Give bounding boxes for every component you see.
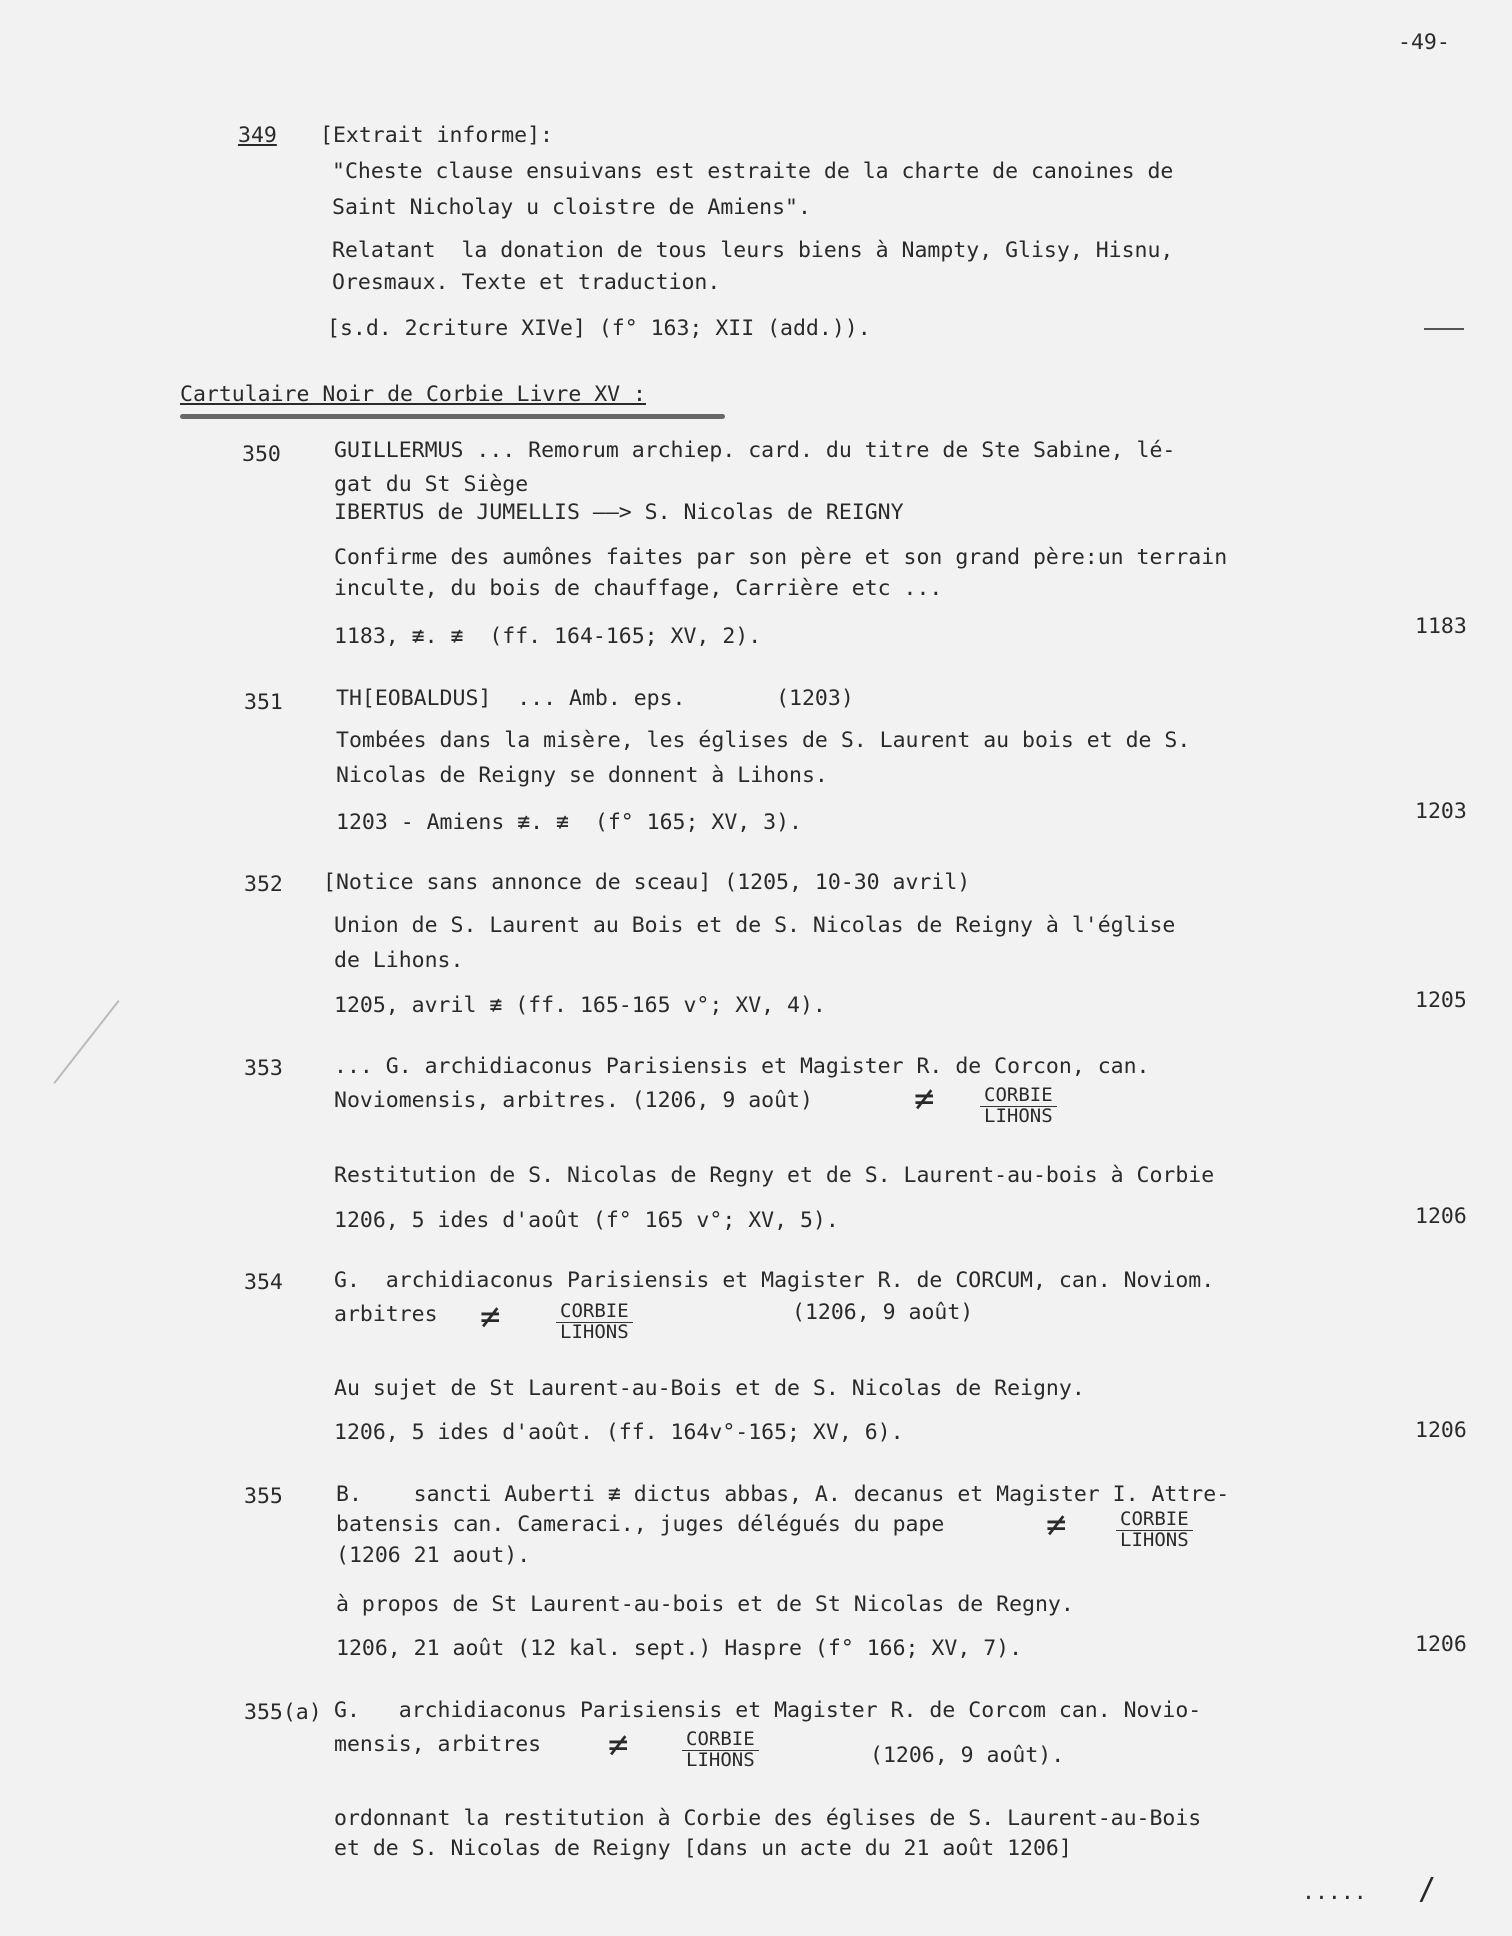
entry-354-line-2: arbitres <box>334 1302 438 1327</box>
entry-349-line-5: Oresmaux. Texte et traduction. <box>332 270 721 295</box>
corbie-lihons-355 <box>1116 1510 1193 1551</box>
margin-date-353: 1206 <box>1415 1204 1467 1229</box>
not-equal-mark-355: ≠ <box>1046 1505 1067 1545</box>
margin-date-355: 1206 <box>1415 1632 1467 1657</box>
margin-date-351: 1203 <box>1415 799 1467 824</box>
entry-number-350: 350 <box>242 442 281 467</box>
entry-350-line-1: GUILLERMUS ... Remorum archiep. card. du titre de Ste Sabine, lé- <box>334 438 1176 463</box>
frac-bottom-355: LIHONS <box>1120 1528 1189 1551</box>
entry-349-line-6: [s.d. 2criture XIVe] (f° 163; XII (add.)). <box>327 316 871 341</box>
page-number: -49- <box>1398 30 1450 55</box>
entry-number-349: 349 <box>238 123 277 148</box>
entry-number-355: 355 <box>244 1484 283 1509</box>
margin-date-350: 1183 <box>1415 614 1467 639</box>
entry-353-line-2: Noviomensis, arbitres. (1206, 9 août) <box>334 1088 813 1113</box>
corbie-lihons-355a <box>682 1730 759 1771</box>
entry-350-line-2: gat du St Siège <box>334 472 529 497</box>
entry-355-line-2: batensis can. Cameraci., juges délégués du pape <box>336 1512 945 1537</box>
entry-352-line-1: [Notice sans annonce de sceau] (1205, 10-30 avril) <box>323 870 971 895</box>
frac-top-355: CORBIE <box>1116 1510 1193 1531</box>
entry-number-353: 353 <box>244 1056 283 1081</box>
entry-353-line-3: Restitution de S. Nicolas de Regny et de S. Laurent-au-bois à Corbie <box>334 1163 1215 1188</box>
margin-slash: / <box>1418 1872 1437 1907</box>
entry-number-351: 351 <box>244 690 283 715</box>
margin-date-352: 1205 <box>1415 988 1467 1013</box>
stray-pencil-line <box>53 1000 119 1084</box>
entry-351-line-1: TH[EOBALDUS] ... Amb. eps. (1203) <box>336 686 854 711</box>
entry-353-line-4: 1206, 5 ides d'août (f° 165 v°; XV, 5). <box>334 1208 839 1233</box>
frac-bottom-355a: LIHONS <box>686 1748 755 1771</box>
entry-352-line-3: de Lihons. <box>334 948 464 973</box>
entry-349-line-2: "Cheste clause ensuivans est estraite de la charte de canoines de <box>332 159 1174 184</box>
entry-number-354: 354 <box>244 1270 283 1295</box>
entry-349-line-4: Relatant la donation de tous leurs biens à Nampty, Glisy, Hisnu, <box>332 238 1174 263</box>
entry-350-line-5: inculte, du bois de chauffage, Carrière etc ... <box>334 576 943 601</box>
entry-351-line-4: 1203 - Amiens ≢. ≢ (f° 165; XV, 3). <box>336 810 802 835</box>
entry-354-line-1: G. archidiaconus Parisiensis et Magister R. de CORCUM, can. Noviom. <box>334 1268 1215 1293</box>
entry-350-line-6: 1183, ≢. ≢ (ff. 164-165; XV, 2). <box>334 624 762 649</box>
frac-top-353: CORBIE <box>980 1086 1057 1107</box>
corbie-lihons-354 <box>556 1302 633 1343</box>
entry-355-line-3: (1206 21 aout). <box>336 1543 531 1568</box>
entry-352-line-4: 1205, avril ≢ (ff. 165-165 v°; XV, 4). <box>334 993 826 1018</box>
section-heading: Cartulaire Noir de Corbie Livre XV : <box>180 382 646 407</box>
entry-number-355a: 355(a) <box>244 1700 322 1725</box>
entry-354-line-3: Au sujet de St Laurent-au-Bois et de S. Nicolas de Reigny. <box>334 1376 1085 1401</box>
entry-351-line-3: Nicolas de Reigny se donnent à Lihons. <box>336 763 828 788</box>
entry-355a-line-4: et de S. Nicolas de Reigny [dans un acte du 21 août 1206] <box>334 1836 1072 1861</box>
not-equal-mark-355a: ≠ <box>608 1725 629 1765</box>
entry-350-line-3: IBERTUS de JUMELLIS ——> S. Nicolas de REIGNY <box>334 500 904 525</box>
entry-350-line-4: Confirme des aumônes faites par son père et son grand père:un terrain <box>334 545 1228 570</box>
heading-underline <box>180 414 725 419</box>
corbie-lihons-353 <box>980 1086 1057 1127</box>
entry-353-line-1: ... G. archidiaconus Parisiensis et Magister R. de Corcon, can. <box>334 1054 1150 1079</box>
entry-349-line-3: Saint Nicholay u cloistre de Amiens". <box>332 195 811 220</box>
entry-355a-line-3: ordonnant la restitution à Corbie des églises de S. Laurent-au-Bois <box>334 1806 1202 1831</box>
entry-349-line-1: [Extrait informe]: <box>320 123 553 148</box>
entry-355-line-4: à propos de St Laurent-au-bois et de St Nicolas de Regny. <box>336 1592 1074 1617</box>
not-equal-mark-353: ≠ <box>914 1079 935 1119</box>
entry-355a-date-paren: (1206, 9 août). <box>870 1743 1065 1768</box>
continuation-dots: ..... <box>1302 1880 1367 1905</box>
margin-date-354: 1206 <box>1415 1418 1467 1443</box>
entry-355-line-1: B. sancti Auberti ≢ dictus abbas, A. decanus et Magister I. Attre- <box>336 1482 1230 1507</box>
entry-352-line-2: Union de S. Laurent au Bois et de S. Nicolas de Reigny à l'église <box>334 913 1176 938</box>
margin-dash <box>1424 328 1464 330</box>
entry-355a-line-1: G. archidiaconus Parisiensis et Magister R. de Corcom can. Novio- <box>334 1698 1202 1723</box>
entry-351-line-2: Tombées dans la misère, les églises de S. Laurent au bois et de S. <box>336 728 1191 753</box>
entry-354-date-paren: (1206, 9 août) <box>792 1300 974 1325</box>
not-equal-mark-354: ≠ <box>480 1297 501 1337</box>
frac-bottom-353: LIHONS <box>984 1104 1053 1127</box>
entry-355-line-5: 1206, 21 août (12 kal. sept.) Haspre (f° 166; XV, 7). <box>336 1636 1023 1661</box>
frac-top-354: CORBIE <box>556 1302 633 1323</box>
entry-number-352: 352 <box>244 872 283 897</box>
frac-top-355a: CORBIE <box>682 1730 759 1751</box>
frac-bottom-354: LIHONS <box>560 1320 629 1343</box>
entry-354-line-4: 1206, 5 ides d'août. (ff. 164v°-165; XV, 6). <box>334 1420 904 1445</box>
entry-355a-line-2: mensis, arbitres <box>334 1732 542 1757</box>
